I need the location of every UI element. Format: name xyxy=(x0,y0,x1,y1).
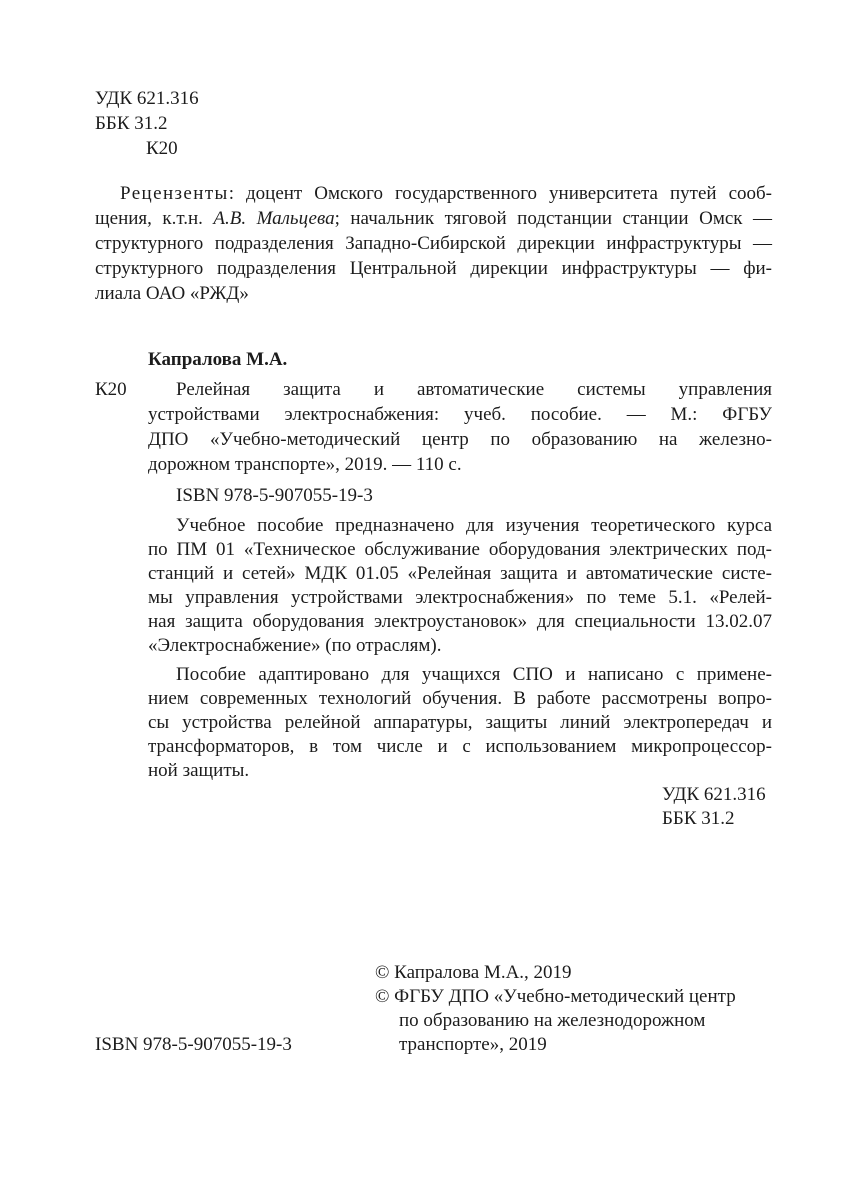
annotation-p1-line-3: станций и сетей» МДК 01.05 «Релейная защита и автоматические систе- xyxy=(148,563,772,584)
copyright-line-4: транспорте», 2019 xyxy=(399,1034,547,1055)
footer-udk-code: УДК 621.316 xyxy=(662,784,766,805)
annotation-p2-line-4: трансформаторов, в том числе и с использованием микропроцессор- xyxy=(148,736,772,757)
copyright-line-2: © ФГБУ ДПО «Учебно-методический центр xyxy=(375,986,736,1007)
footer-bbk-code: ББК 31.2 xyxy=(662,808,735,829)
book-title-line-2: устройствами электроснабжения: учеб. пособие. — М.: ФГБУ xyxy=(148,404,772,425)
annotation-p1-line-6: «Электроснабжение» (по отраслям). xyxy=(148,635,442,656)
author-mark: К20 xyxy=(146,138,178,159)
reviewers-label: Рецензенты xyxy=(120,183,229,204)
annotation-p1-line-4: мы управления устройствами электроснабжения» по теме 5.1. «Релей- xyxy=(148,587,772,608)
reviewers-line-2: щения, к.т.н. А.В. Мальцева; начальник тяговой подстанции станции Омск — xyxy=(95,208,772,229)
book-title-line-4: дорожном транспорте», 2019. — 110 с. xyxy=(148,454,462,475)
book-isbn: ISBN 978-5-907055-19-3 xyxy=(176,485,373,506)
reviewers-line-1: Рецензенты: доцент Омского государственного университета путей сооб- xyxy=(120,183,772,204)
annotation-p2-line-2: нием современных технологий обучения. В работе рассмотрены вопро- xyxy=(148,688,772,709)
annotation-p2-line-5: ной защиты. xyxy=(148,760,250,781)
reviewers-line-4: структурного подразделения Центральной дирекции инфраструктуры — фи- xyxy=(95,258,772,279)
bottom-isbn: ISBN 978-5-907055-19-3 xyxy=(95,1034,292,1055)
book-title-line-3: ДПО «Учебно-методический центр по образованию на железно- xyxy=(148,429,772,450)
annotation-p1-line-1: Учебное пособие предназначено для изучения теоретического курса xyxy=(176,515,772,536)
annotation-p2-line-1: Пособие адаптировано для учащихся СПО и написано с примене- xyxy=(176,664,772,685)
copyright-line-3: по образованию на железнодорожном xyxy=(399,1010,706,1031)
annotation-p2-line-3: сы устройства релейной аппаратуры, защиты линий электропередач и xyxy=(148,712,772,733)
reviewers-line-5: лиала ОАО «РЖД» xyxy=(95,283,249,304)
udk-code: УДК 621.316 xyxy=(95,88,199,109)
bbk-code: ББК 31.2 xyxy=(95,113,168,134)
bib-author-mark: К20 xyxy=(95,379,127,400)
copyright-line-1: © Капралова М.А., 2019 xyxy=(375,962,572,983)
annotation-p1-line-2: по ПМ 01 «Техническое обслуживание оборудования электрических под- xyxy=(148,539,772,560)
book-title-line-1: Релейная защита и автоматические системы управления xyxy=(176,379,772,400)
reviewers-line-3: структурного подразделения Западно-Сибирской дирекции инфраструктуры — xyxy=(95,233,772,254)
annotation-p1-line-5: ная защита оборудования электроустановок» для специальности 13.02.07 xyxy=(148,611,772,632)
reviewer-name: А.В. Мальцева xyxy=(213,208,335,229)
book-author: Капралова М.А. xyxy=(148,349,288,370)
